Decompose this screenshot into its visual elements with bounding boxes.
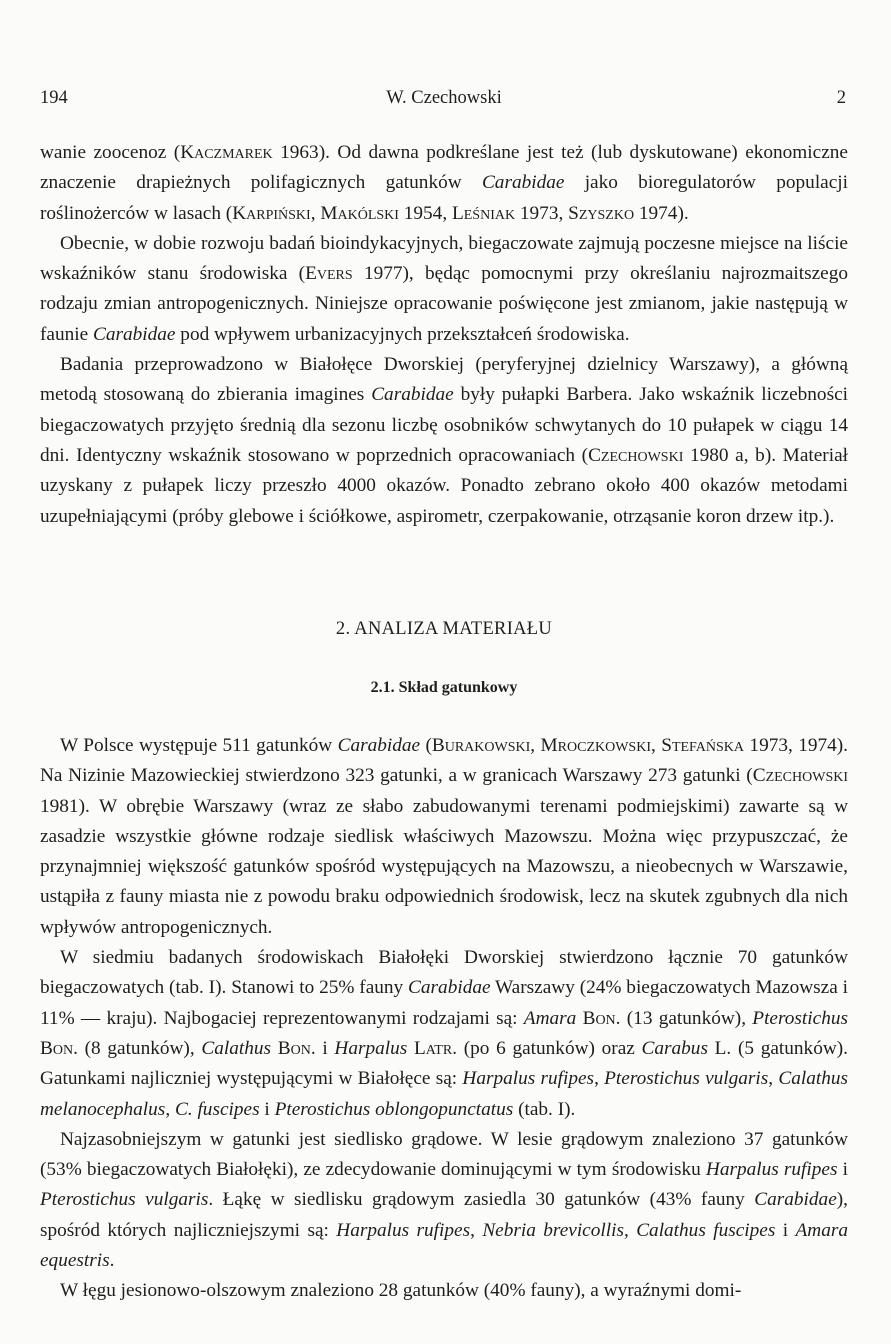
italic-term: Calathus melanocephalus	[40, 1068, 848, 1120]
text-run: Badania przeprowadzono w Białołęce Dworskiej (peryferyjnej dzielnicy Warszawy), a główną metodą stosowaną do zbierania imagines	[40, 354, 848, 406]
italic-term: Calathus	[201, 1037, 272, 1059]
author-citation: Mroczkowski	[540, 735, 651, 756]
running-head: W. Czechowski	[386, 88, 502, 108]
text-run: i	[837, 1159, 848, 1181]
italic-term: Carabidae	[754, 1189, 837, 1211]
author-citation: Evers	[305, 263, 353, 285]
text-run: 1954,	[398, 202, 452, 224]
italic-term: C. fuscipes	[174, 1098, 260, 1120]
text-run: ,	[165, 1098, 175, 1120]
author-citation: Karpiński	[232, 202, 311, 224]
paragraph	[40, 1276, 848, 1306]
text-run: (	[420, 735, 432, 756]
paragraph	[40, 138, 848, 229]
text-run: W Polsce występuje 511 gatunków	[60, 735, 338, 756]
text-run: . (13 gatunków),	[615, 1007, 753, 1029]
text-run: Warszawy (24% biegaczowatych Mazowsza i 11% — kraju). Najbogaciej reprezentowanymi rodzajami są:	[40, 977, 848, 1029]
italic-term: Carabidae	[337, 735, 421, 756]
text-run: ,	[594, 1068, 605, 1090]
text-run: . (8 gatunków),	[73, 1037, 202, 1059]
text-run: 1980 a, b). Materiał uzyskany z pułapek liczy przeszło 4000 okazów. Ponadto zebrano około 400 okazów metodami uzupełniającymi (próby glebowe i ściółkowe, aspirometr, czerpakowanie, otrząsanie koron drzew itp.).	[40, 444, 848, 527]
text-run	[271, 1038, 278, 1059]
section-title: 2. ANALIZA MATERIAŁU	[335, 619, 553, 639]
text-run: jako bioregulatorów populacji roślinożerców w lasach (	[40, 172, 849, 224]
author-citation: Kaczmarek	[180, 142, 273, 163]
text-run: . Łąkę w siedlisku grądowym zasiedla 30 gatunków (43% fauny	[208, 1189, 755, 1211]
author-citation: Bon	[582, 1007, 616, 1029]
italic-term: Carabidae	[408, 977, 491, 999]
author-citation: Leśniak	[451, 202, 516, 224]
author-citation: Burakowski	[431, 735, 531, 756]
text-run: Obecnie, w dobie rozwoju badań bioindykacyjnych, biegaczowate zajmują poczesne miejsce na liście wskaźników stanu środowiska (	[40, 232, 848, 285]
italic-term: Harpalus	[334, 1037, 408, 1059]
author-citation: Bon	[277, 1037, 311, 1059]
subsection-title: 2.1. Skład gatunkowy	[370, 679, 518, 696]
text-run: (tab. I).	[513, 1098, 576, 1120]
text-run: 1973, 1974). Na Nizinie Mazowieckiej stwierdzono 323 gatunki, a w granicach Warszawy 273 gatunki (	[40, 735, 848, 787]
text-run: . i	[310, 1037, 335, 1059]
text-run: .	[109, 1250, 115, 1272]
text-run: ,	[530, 735, 541, 756]
text-run: ), spośród których najliczniejszymi są:	[40, 1189, 848, 1241]
italic-term: Pterostichus oblongopunctatus	[274, 1098, 514, 1120]
italic-term: Pterostichus vulgaris	[40, 1189, 209, 1211]
italic-term: Pterostichus vulgaris	[604, 1068, 769, 1090]
text-run: L. (5 gatunków). Gatunkami najliczniej występującymi w Białołęce są:	[40, 1037, 848, 1090]
text-run: ,	[768, 1068, 779, 1090]
section-text-block	[40, 731, 848, 1307]
italic-term: Amara equestris	[40, 1219, 849, 1272]
page-header	[40, 88, 848, 114]
author-citation: Latr	[413, 1037, 453, 1059]
text-run: i	[259, 1098, 275, 1120]
text-run: . (po 6 gatunków) oraz	[452, 1037, 642, 1059]
paragraph	[40, 1125, 848, 1276]
text-run: W łęgu jesionowo-olszowym znaleziono 28 gatunków (40% fauny), a wyraźnymi domi-	[60, 1280, 742, 1302]
document-page	[40, 0, 848, 1344]
author-citation: Czechowski	[588, 444, 684, 466]
page-number: 194	[40, 88, 68, 108]
author-citation: Stefańska	[661, 735, 745, 756]
italic-term: Pterostichus	[752, 1007, 848, 1029]
intro-text-block	[40, 138, 848, 532]
text-run: wanie zoocenoz (	[40, 142, 181, 163]
text-run: Najzasobniejszym w gatunki jest siedlisko grądowe. W lesie grądowym znaleziono 37 gatunków (53% biegaczowatych Białołęki), ze zdecydowanie dominującymi w tym środowisku	[40, 1128, 848, 1181]
italic-term: Nebria brevicollis	[482, 1219, 624, 1241]
author-citation: Makólski	[320, 202, 399, 224]
text-run: ,	[470, 1219, 483, 1241]
text-run: były pułapki Barbera. Jako wskaźnik liczebności biegaczowatych przyjęto średnią dla sezonu liczbę osobników schwytanych do 10 pułapek w ciągu 14 dni. Identyczny wskaźnik stosowano w poprzednich opracowaniach (	[40, 384, 848, 466]
italic-term: Harpalus rufipes	[462, 1068, 595, 1090]
text-run: 1981). W obrębie Warszawy (wraz ze słabo zabudowanymi terenami podmiejskimi) zawarte są w zasadzie wszystkie główne rodzaje siedlisk właściwych Mazowszu. Można więc przypuszczać, że przynajmniej większość gatunków spośród występujących na Mazowszu, a nieobecnych w Warszawie, ustąpiła z fauny miasta nie z powodu braku odpowiednich środowisk, lecz na skutek zgubnych dla nich wpływów antropogenicznych.	[40, 795, 848, 938]
text-run: 1977), będąc pomocnymi przy określaniu najrozmaitszego rodzaju zmian antropogenicznych. Niniejsze opracowanie poświęcone jest zmianom, jakie następują w faunie	[40, 263, 848, 345]
italic-term: Harpalus rufipes	[705, 1159, 838, 1181]
italic-term: Carabus	[641, 1037, 708, 1059]
italic-term: Carabidae	[371, 384, 454, 406]
author-citation: Czechowski	[752, 765, 848, 787]
author-citation: Szyszko	[568, 202, 635, 224]
author-citation: Bon	[40, 1037, 74, 1059]
text-run: ,	[623, 1219, 637, 1241]
italic-term: Carabidae	[93, 323, 176, 345]
paragraph	[40, 731, 848, 943]
text-run: W siedmiu badanych środowiskach Białołęki Dworskiej stwierdzono łącznie 70 gatunków biegaczowatych (tab. I). Stanowi to 25% fauny	[40, 947, 848, 999]
text-run: ,	[651, 735, 662, 756]
text-run: i	[775, 1219, 796, 1241]
paragraph	[40, 229, 848, 350]
text-run: 1974).	[634, 202, 689, 224]
text-run: 1963). Od dawna podkreślane jest też (lub dyskutowane) ekonomiczne znaczenie drapieżnych polifagicznych gatunków	[40, 142, 848, 194]
text-run: pod wpływem urbanizacyjnych przekształceń środowiska.	[175, 323, 630, 345]
italic-term: Amara	[523, 1007, 577, 1029]
italic-term: Carabidae	[481, 172, 565, 194]
text-run: 1973,	[515, 202, 569, 224]
paragraph	[40, 350, 848, 532]
italic-term: Calathus fuscipes	[636, 1219, 776, 1241]
italic-term: Harpalus rufipes	[336, 1219, 471, 1241]
section-number: 2	[836, 88, 846, 108]
paragraph	[40, 943, 848, 1125]
text-run: ,	[310, 202, 321, 224]
text-run	[407, 1038, 414, 1059]
